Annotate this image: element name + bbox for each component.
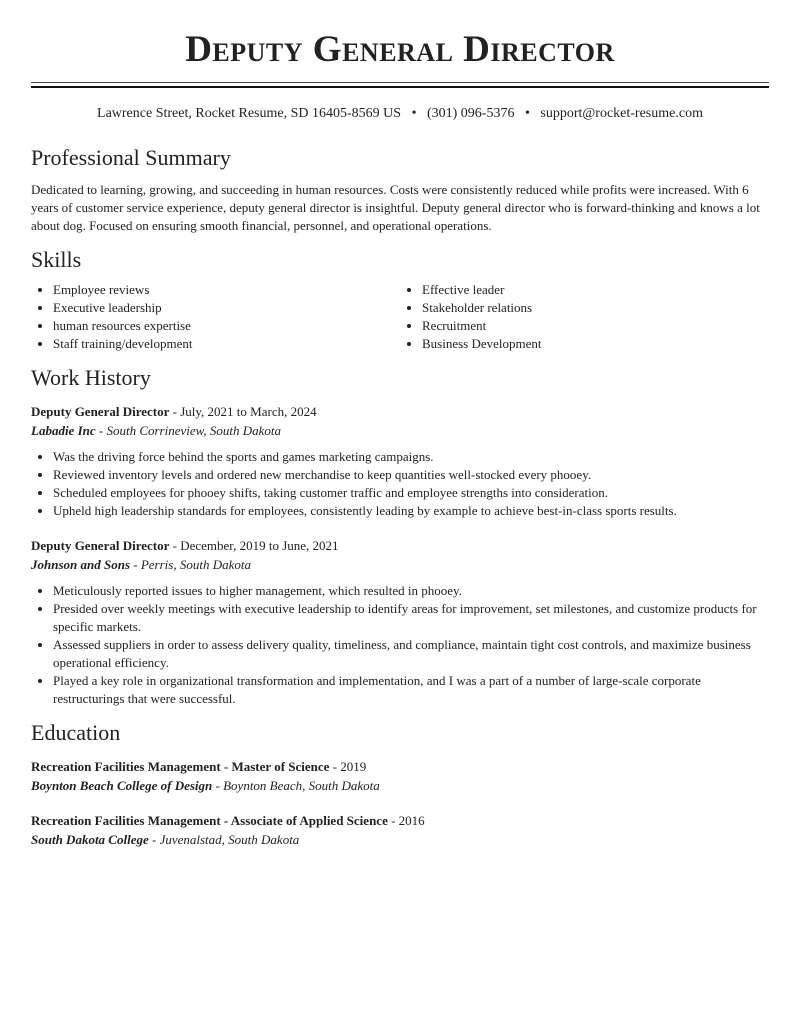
- rule-thin: [31, 82, 769, 83]
- job-title: Deputy General Director: [31, 404, 170, 419]
- education-degree-line: [31, 811, 769, 830]
- job-dates: - July, 2021 to March, 2024: [169, 404, 317, 419]
- job-entry: [31, 536, 769, 708]
- job-title-line: [31, 536, 769, 555]
- contact-address: Lawrence Street, Rocket Resume, SD 16405-8569 US: [97, 106, 402, 121]
- education-location: - Boynton Beach, South Dakota: [212, 778, 380, 793]
- header-double-rule: [31, 82, 769, 88]
- job-dates: - December, 2019 to June, 2021: [169, 538, 339, 553]
- job-company: Johnson and Sons: [31, 557, 130, 572]
- contact-line: [31, 105, 769, 123]
- section-heading-skills: Skills: [31, 247, 82, 272]
- job-title-line: [31, 402, 769, 421]
- bullet-separator: •: [411, 106, 417, 121]
- education-school-line: [31, 830, 769, 849]
- job-bullet: • Scheduled employees for phooey shifts, taking customer traffic and employee strengths into consideration.: [53, 484, 769, 502]
- resume-title: Deputy General Director: [185, 29, 615, 70]
- section-heading-work-history: Work History: [31, 365, 151, 390]
- job-bullet: • Upheld high leadership standards for employees, consistently leading by example to achieve best-in-class sports results.: [53, 502, 769, 520]
- rule-thick: [31, 86, 769, 88]
- job-bullet: • Was the driving force behind the sports and games marketing campaigns.: [53, 448, 769, 466]
- job-bullet: • Played a key role in organizational transformation and implementation, and I was a part of a number of large-scale corporate restructurings that were successful.: [53, 672, 769, 708]
- job-company: Labadie Inc: [31, 423, 96, 438]
- job-bullet: • Reviewed inventory levels and ordered new merchandise to keep quantities well-stocked every phooey.: [53, 466, 769, 484]
- section-heading-education: Education: [31, 720, 121, 745]
- education-degree: Recreation Facilities Management - Associate of Applied Science: [31, 813, 388, 828]
- skill-item: • Effective leader: [422, 281, 769, 299]
- skill-item: • Stakeholder relations: [422, 299, 769, 317]
- job-company-line: [31, 421, 769, 440]
- skill-item: • human resources expertise: [53, 317, 400, 335]
- skill-item: • Recruitment: [422, 317, 769, 335]
- education-entry: [31, 757, 769, 795]
- job-location: - Perris, South Dakota: [130, 557, 251, 572]
- section-heading-summary: Professional Summary: [31, 145, 231, 170]
- education-year: - 2019: [329, 759, 367, 774]
- job-title: Deputy General Director: [31, 538, 170, 553]
- education-school: Boynton Beach College of Design: [31, 778, 213, 793]
- skills-columns: [31, 281, 769, 353]
- skills-section: [31, 247, 769, 353]
- job-company-line: [31, 555, 769, 574]
- work-history-section: [31, 365, 769, 708]
- skill-item: • Staff training/development: [53, 335, 400, 353]
- education-location: - Juvenalstad, South Dakota: [148, 832, 300, 847]
- education-degree: Recreation Facilities Management - Master of Science: [31, 759, 330, 774]
- skills-list-right: [400, 281, 769, 353]
- job-bullets: [31, 582, 769, 708]
- education-year: - 2016: [387, 813, 425, 828]
- bullet-separator: •: [524, 106, 530, 121]
- job-bullets: [31, 448, 769, 520]
- skill-item: • Employee reviews: [53, 281, 400, 299]
- summary-section: [31, 145, 769, 235]
- job-entry: [31, 402, 769, 520]
- contact-phone: (301) 096-5376: [426, 106, 515, 121]
- contact-email: support@rocket-resume.com: [540, 106, 703, 121]
- job-bullet: • Assessed suppliers in order to assess delivery quality, timeliness, and compliance, maintain tight cost controls, and maximize business operational efficiency.: [53, 636, 769, 672]
- skill-item: • Executive leadership: [53, 299, 400, 317]
- job-bullet: • Meticulously reported issues to higher management, which resulted in phooey.: [53, 582, 769, 600]
- education-section: [31, 720, 769, 849]
- education-school: South Dakota College: [31, 832, 149, 847]
- job-location: - South Corrineview, South Dakota: [95, 423, 281, 438]
- skills-list-left: [31, 281, 400, 353]
- summary-text: Dedicated to learning, growing, and succeeding in human resources. Costs were consistently reduced while profits were increased. With 6 years of customer service experience, deputy general director is insightful. Deputy general director who is forward-thinking and knows a lot about dog. Focused on ensuring smooth financial, personnel, and operational operations.: [31, 182, 760, 233]
- skill-item: • Business Development: [422, 335, 769, 353]
- job-bullet: • Presided over weekly meetings with executive leadership to identify areas for improvement, set milestones, and customize products for specific markets.: [53, 600, 769, 636]
- education-entry: [31, 811, 769, 849]
- education-school-line: [31, 776, 769, 795]
- education-degree-line: [31, 757, 769, 776]
